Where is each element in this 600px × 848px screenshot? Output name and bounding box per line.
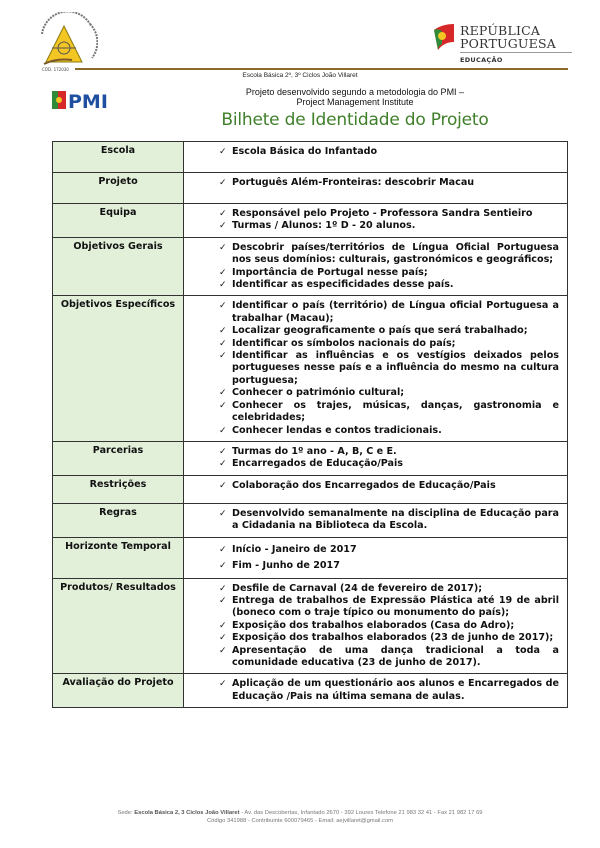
pmi-logo [52, 89, 114, 111]
project-identity-table [52, 141, 568, 708]
row-label: Equipa [53, 204, 184, 238]
footer-sede-label: Sede: [117, 810, 133, 816]
table-row-escola [53, 142, 568, 173]
list-item: ✓ Apresentação de uma dança tradicional a toda a comunidade educativa (23 de junho de 2017). [222, 645, 559, 670]
footer-line1 [0, 809, 600, 817]
table-row-restricoes [53, 475, 568, 503]
row-value [184, 237, 568, 296]
list-item: ✓ Início - Janeiro de 2017 [222, 542, 559, 558]
footer-sede-school: Escola Básica 2, 3 Ciclos João Villaret [134, 810, 240, 816]
row-label: Produtos/ Resultados [53, 578, 184, 674]
footer-address: - Av. das Descobertas, Infantado 2670 - 392 Loures Telefone 21 983 32 41 - Fax 21 982 17 69 [241, 810, 483, 816]
list-item: ✓ Escola Básica do Infantado [222, 146, 559, 158]
list-item: ✓ Localizar geograficamente o país que será trabalhado; [222, 325, 559, 337]
row-value [184, 142, 568, 173]
row-value [184, 674, 568, 708]
pmi-subtitle-line1: Projeto desenvolvido segundo a metodologia do PMI – [245, 87, 465, 97]
row-label: Objetivos Gerais [53, 237, 184, 296]
svg-text:CÓD. 172030: CÓD. 172030 [42, 67, 69, 72]
table-row-avaliacao [53, 674, 568, 708]
school-name: Escola Básica 2º, 3º Ciclos João Villaret [242, 72, 358, 79]
republica-subtitle: EDUCAÇÃO [460, 56, 503, 64]
row-value [184, 578, 568, 674]
table-row-produtos-resultados [53, 578, 568, 674]
row-value [184, 475, 568, 503]
row-label: Horizonte Temporal [53, 537, 184, 578]
school-logo-icon [36, 12, 98, 72]
republica-portuguesa-logo [432, 22, 582, 70]
list-item: ✓ Desfile de Carnaval (24 de fevereiro de 2017); [222, 583, 559, 595]
list-item: ✓ Colaboração dos Encarregados de Educação/Pais [222, 480, 559, 492]
footer [0, 809, 600, 825]
republica-line2: PORTUGUESA [460, 36, 556, 51]
list-item: ✓ Encarregados de Educação/Pais [222, 458, 559, 470]
republica-line1: REPÚBLICA [460, 23, 541, 38]
row-label: Regras [53, 503, 184, 537]
list-item: ✓ Exposição dos trabalhos elaborados (Casa do Adro); [222, 620, 559, 632]
list-item: ✓ Aplicação de um questionário aos alunos e Encarregados de Educação /Pais na última semana de aulas. [222, 678, 559, 703]
list-item: ✓ Turmas / Alunos: 1º D - 20 alunos. [222, 220, 559, 232]
row-value [184, 537, 568, 578]
list-item: ✓ Identificar as especificidades desse país. [222, 279, 559, 291]
row-label: Restrições [53, 475, 184, 503]
list-item: ✓ Entrega de trabalhos de Expressão Plástica até 19 de abril (boneco com o traje típico ou monumento do país); [222, 595, 559, 620]
pmi-logo-icon [52, 89, 114, 111]
row-value [184, 296, 568, 441]
list-item: ✓ Identificar os símbolos nacionais do país; [222, 338, 559, 350]
row-label: Parcerias [53, 441, 184, 475]
list-item: ✓ Português Além-Fronteiras: descobrir Macau [222, 177, 559, 189]
pmi-subtitle-line2: Project Management Institute [296, 97, 414, 107]
row-label: Projeto [53, 173, 184, 204]
row-label: Escola [53, 142, 184, 173]
school-logo [36, 12, 98, 72]
table-row-parcerias [53, 441, 568, 475]
svg-text:PMI: PMI [68, 91, 108, 111]
table-row-projeto [53, 173, 568, 204]
republica-divider [460, 52, 572, 53]
table-row-horizonte-temporal [53, 537, 568, 578]
list-item: ✓ Turmas do 1º ano - A, B, C e E. [222, 446, 559, 458]
row-value [184, 173, 568, 204]
header-rule [75, 68, 568, 70]
row-value [184, 441, 568, 475]
page-title: Bilhete de Identidade do Projeto [221, 110, 489, 130]
list-item: ✓ Conhecer o património cultural; [222, 387, 559, 399]
list-item: ✓ Conhecer os trajes, músicas, danças, gastronomia e celebridades; [222, 400, 559, 425]
list-item: ✓ Identificar as influências e os vestígios deixados pelos portugueses nesse país e a influência do mesmo na cultura portuguesa; [222, 350, 559, 387]
list-item: ✓ Responsável pelo Projeto - Professora Sandra Sentieiro [222, 208, 559, 220]
table-row-objetivos-especificos [53, 296, 568, 441]
table-row-objetivos-gerais [53, 237, 568, 296]
list-item: ✓ Desenvolvido semanalmente na disciplina de Educação para a Cidadania na Biblioteca da Escola. [222, 508, 559, 533]
list-item: ✓ Exposição dos trabalhos elaborados (23 de junho de 2017); [222, 632, 559, 644]
list-item: ✓ Conhecer lendas e contos tradicionais. [222, 425, 559, 437]
table-row-regras [53, 503, 568, 537]
list-item: ✓ Descobrir países/territórios de Língua Oficial Portuguesa nos seus domínios: culturais, gastronómicos e geográficos; [222, 242, 559, 267]
list-item: ✓ Fim - Junho de 2017 [222, 558, 559, 574]
pmi-subtitle [120, 87, 590, 107]
row-label: Avaliação do Projeto [53, 674, 184, 708]
table-row-equipa [53, 204, 568, 238]
row-label: Objetivos Específicos [53, 296, 184, 441]
list-item: ✓ Identificar o país (território) de Língua oficial Portuguesa a trabalhar (Macau); [222, 300, 559, 325]
footer-line2: Código 341988 - Contribuinte 600079465 - Email: aejvillaret@gmail.com [206, 818, 393, 824]
row-value [184, 204, 568, 238]
row-value [184, 503, 568, 537]
portugal-flag-icon [432, 22, 456, 52]
list-item: ✓ Importância de Portugal nesse país; [222, 267, 559, 279]
